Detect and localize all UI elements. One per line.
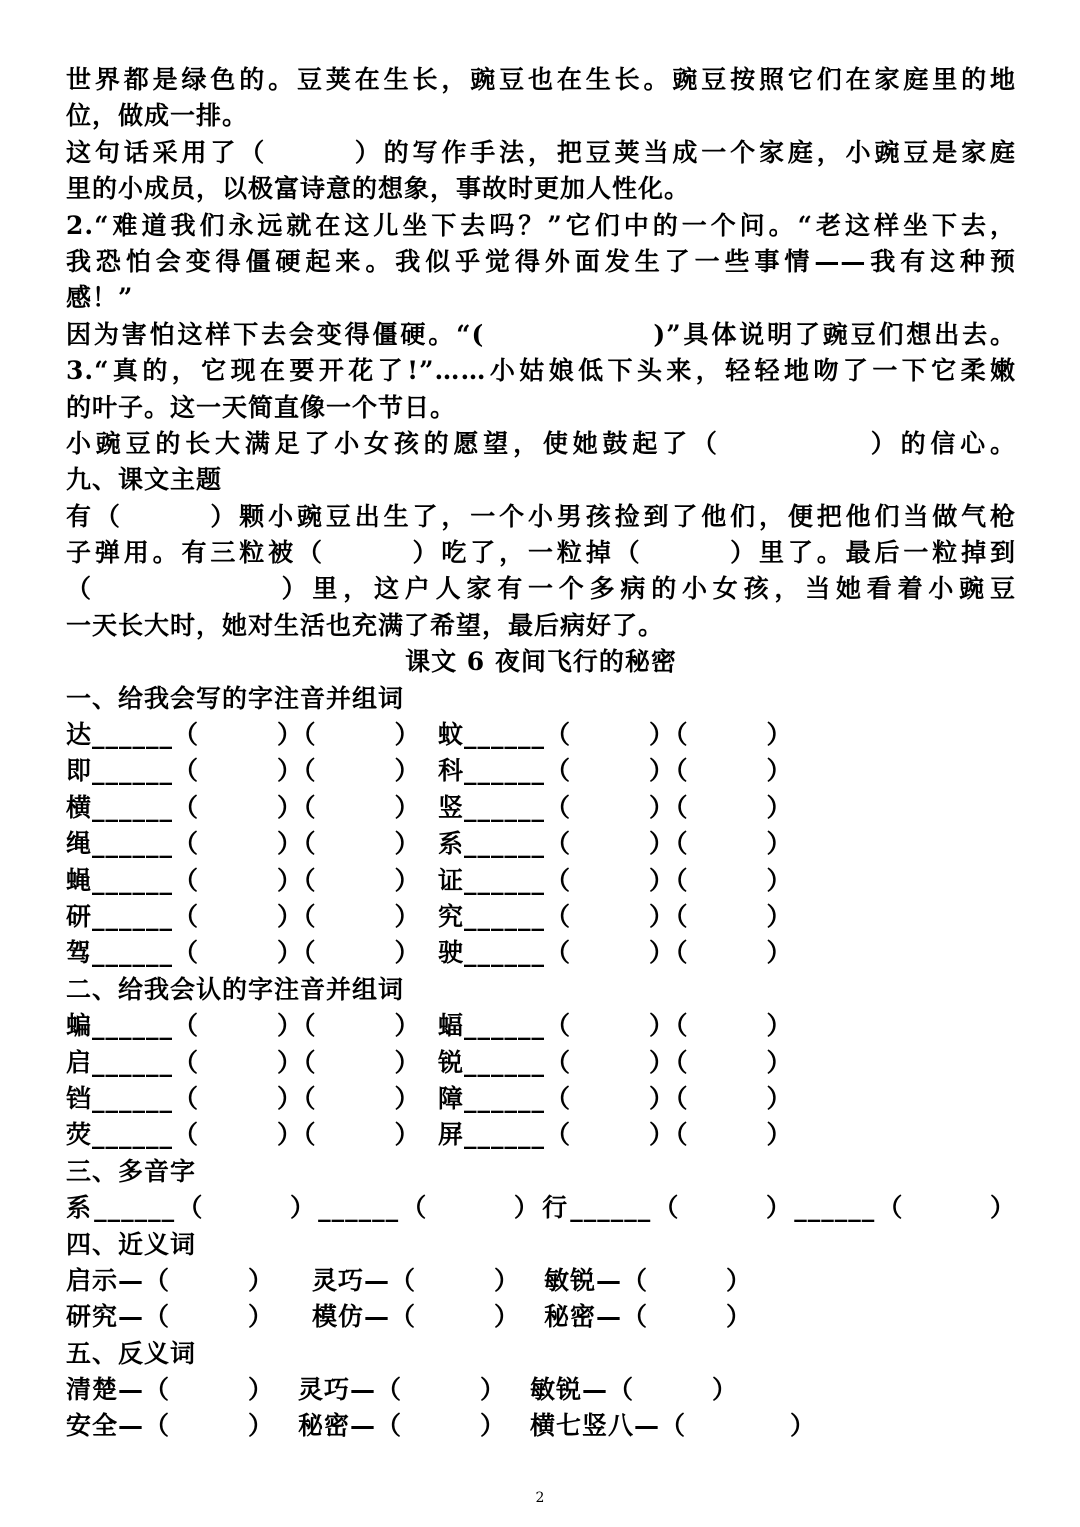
char-row bbox=[66, 1081, 1016, 1117]
char-entry: 绳______（ ）（ ） bbox=[66, 829, 421, 859]
char-entry: 锐______（ ）（ ） bbox=[438, 1047, 793, 1077]
section2-heading: 二、给我会认的字注音并组词 bbox=[66, 974, 405, 1004]
section2-rows bbox=[66, 1008, 1016, 1154]
passage-line: 世界都是绿色的。豆荚在生长，豌豆也在生长。豌豆按照它们在家庭里的地 bbox=[66, 65, 1016, 94]
passage-line: 的叶子。这一天简直像一个节日。 bbox=[66, 392, 457, 422]
char-entry: 证______（ ）（ ） bbox=[438, 865, 793, 895]
word-pair-row bbox=[66, 1408, 1016, 1444]
passage-line: 一天长大时，她对生活也充满了希望，最后病好了。 bbox=[66, 610, 665, 640]
passage-line: 这句话采用了（ ）的写作手法，把豆荚当成一个家庭，小豌豆是家庭 bbox=[66, 137, 1016, 167]
char-entry: 竖______（ ）（ ） bbox=[438, 792, 793, 822]
char-entry: 究______（ ）（ ） bbox=[438, 901, 793, 931]
passage-line: 有（ ）颗小豌豆出生了，一个小男孩捡到了他们，便把他们当做气枪 bbox=[66, 501, 1016, 531]
word-pair: 研究—（ ） bbox=[66, 1302, 275, 1332]
polyphone-line: 系______（ ）______（ ）行______（ ）______（ ） bbox=[66, 1193, 1016, 1223]
char-row bbox=[66, 753, 1016, 789]
char-entry: 科______（ ）（ ） bbox=[438, 756, 793, 786]
passage-line: （ ）里，这户人家有一个多病的小女孩，当她看着小豌豆 bbox=[66, 574, 1016, 604]
word-pair: 清楚—（ ） bbox=[66, 1375, 275, 1405]
word-pair-row bbox=[66, 1372, 1016, 1408]
section1-rows bbox=[66, 717, 1016, 972]
passage-line: 九、课文主题 bbox=[66, 465, 223, 495]
char-entry: 铛______（ ）（ ） bbox=[66, 1083, 421, 1113]
char-row bbox=[66, 717, 1016, 753]
passage-line: 里的小成员，以极富诗意的想象，事故时更加人性化。 bbox=[66, 174, 691, 204]
char-entry: 障______（ ）（ ） bbox=[438, 1083, 793, 1113]
char-entry: 屏______（ ）（ ） bbox=[438, 1120, 793, 1150]
char-entry: 蚊______（ ）（ ） bbox=[438, 720, 793, 750]
word-pair: 秘密—（ ） bbox=[544, 1302, 753, 1332]
word-pair: 启示—（ ） bbox=[66, 1265, 275, 1295]
char-row bbox=[66, 863, 1016, 899]
char-row bbox=[66, 1045, 1016, 1081]
char-row bbox=[66, 1008, 1016, 1044]
word-pair: 敏锐—（ ） bbox=[530, 1375, 739, 1405]
passage-line: 因为害怕这样下去会变得僵硬。“( )”具体说明了豌豆们想出去。 bbox=[66, 319, 1016, 349]
word-pair: 秘密—（ ） bbox=[298, 1411, 507, 1441]
char-row bbox=[66, 826, 1016, 862]
word-pair: 模仿—（ ） bbox=[312, 1302, 521, 1332]
word-pair-row bbox=[66, 1299, 1016, 1335]
char-entry: 研______（ ）（ ） bbox=[66, 901, 421, 931]
char-row bbox=[66, 899, 1016, 935]
char-entry: 即______（ ）（ ） bbox=[66, 756, 421, 786]
char-row bbox=[66, 790, 1016, 826]
char-row bbox=[66, 935, 1016, 971]
char-entry: 启______（ ）（ ） bbox=[66, 1047, 421, 1077]
word-pair: 横七竖八—（ ） bbox=[530, 1411, 817, 1441]
passage-line: 小豌豆的长大满足了小女孩的愿望，使她鼓起了（ ）的信心。 bbox=[66, 428, 1016, 458]
page-number: 2 bbox=[535, 1490, 545, 1506]
passage-line: 子弹用。有三粒被（ ）吃了，一粒掉（ ）里了。最后一粒掉到 bbox=[66, 538, 1016, 568]
word-pair: 灵巧—（ ） bbox=[298, 1375, 507, 1405]
section1-heading: 一、给我会写的字注音并组词 bbox=[66, 683, 405, 713]
char-entry: 达______（ ）（ ） bbox=[66, 720, 421, 750]
word-pair: 安全—（ ） bbox=[66, 1411, 275, 1441]
char-entry: 驾______（ ）（ ） bbox=[66, 938, 421, 968]
char-row bbox=[66, 1117, 1016, 1153]
char-entry: 蝠______（ ）（ ） bbox=[438, 1011, 793, 1041]
char-entry: 荧______（ ）（ ） bbox=[66, 1120, 421, 1150]
char-entry: 蝇______（ ）（ ） bbox=[66, 865, 421, 895]
char-entry: 蝙______（ ）（ ） bbox=[66, 1011, 421, 1041]
section5-heading: 五、反义词 bbox=[66, 1338, 197, 1368]
word-pair-row bbox=[66, 1263, 1016, 1299]
lesson-title: 课文 6 夜间飞行的秘密 bbox=[405, 647, 677, 677]
passage-line: 位，做成一排。 bbox=[66, 101, 249, 131]
section3-heading: 三、多音字 bbox=[66, 1156, 197, 1186]
section5-rows bbox=[66, 1372, 1016, 1445]
section4-heading: 四、近义词 bbox=[66, 1229, 197, 1259]
passage-line: 我恐怕会变得僵硬起来。我似乎觉得外面发生了一些事情——我有这种预 bbox=[66, 246, 1016, 276]
passage-line: 感！” bbox=[66, 283, 134, 313]
char-entry: 横______（ ）（ ） bbox=[66, 792, 421, 822]
passage-line: 2.“难道我们永远就在这儿坐下去吗？”它们中的一个问。“老这样坐下去， bbox=[66, 210, 1016, 240]
passage-line: 3.“真的，它现在要开花了!”……小姑娘低下头来，轻轻地吻了一下它柔嫩 bbox=[66, 356, 1016, 386]
char-entry: 驶______（ ）（ ） bbox=[438, 938, 793, 968]
section4-rows bbox=[66, 1263, 1016, 1336]
passage bbox=[66, 62, 1016, 644]
char-entry: 系______（ ）（ ） bbox=[438, 829, 793, 859]
word-pair: 敏锐—（ ） bbox=[544, 1265, 753, 1295]
word-pair: 灵巧—（ ） bbox=[312, 1265, 521, 1295]
